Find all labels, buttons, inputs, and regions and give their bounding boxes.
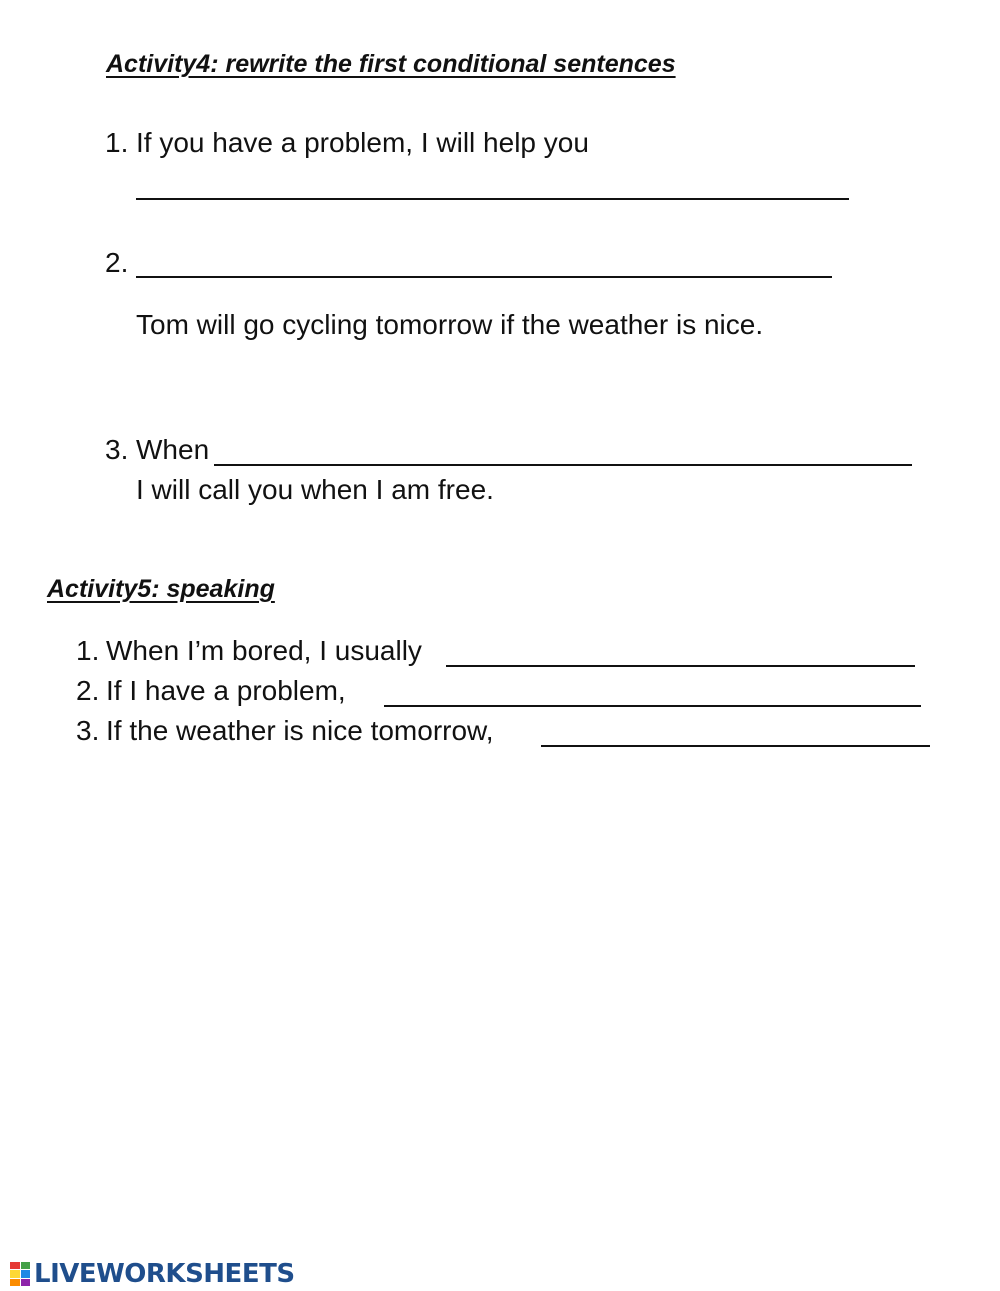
a4-item2-number: 2. [105, 247, 129, 278]
a4-item1-text: If you have a problem, I will help you [136, 127, 589, 158]
a5-item3-answer-blank[interactable] [541, 745, 930, 747]
logo-block [21, 1270, 31, 1277]
a4-item3-answer-blank[interactable] [214, 464, 912, 466]
a5-item1-number: 1. [76, 635, 100, 666]
logo-block [10, 1279, 20, 1286]
a4-item3-prefix: When [136, 434, 210, 465]
logo-block [10, 1270, 20, 1277]
a5-item1-answer-blank[interactable] [446, 665, 915, 667]
a5-item2-answer-blank[interactable] [384, 705, 921, 707]
a4-item1-answer-blank[interactable] [136, 198, 849, 200]
a5-item3-number: 3. [76, 715, 100, 746]
a4-item3-text: I will call you when I am free. [136, 474, 494, 505]
a4-item2-answer-blank[interactable] [136, 276, 832, 278]
a5-item1-text: When I’m bored, I usually [106, 635, 422, 666]
activity4-title: Activity4: rewrite the first conditional sentences [106, 50, 676, 78]
a5-item2-number: 2. [76, 675, 100, 706]
a5-item2-text: If I have a problem, [106, 675, 346, 706]
a4-item3-number: 3. [105, 434, 129, 465]
a4-item1-number: 1. [105, 127, 129, 158]
liveworksheets-logo [10, 1258, 295, 1290]
a5-item3-text: If the weather is nice tomorrow, [106, 715, 494, 746]
liveworksheets-logo-icon [10, 1262, 30, 1286]
activity5-title: Activity5: speaking [47, 575, 275, 603]
logo-block [10, 1262, 20, 1269]
logo-text: LIVEWORKSHEETS [34, 1259, 295, 1289]
a4-item2-text: Tom will go cycling tomorrow if the weather is nice. [136, 309, 764, 340]
logo-block [21, 1262, 31, 1269]
logo-block [21, 1279, 31, 1286]
